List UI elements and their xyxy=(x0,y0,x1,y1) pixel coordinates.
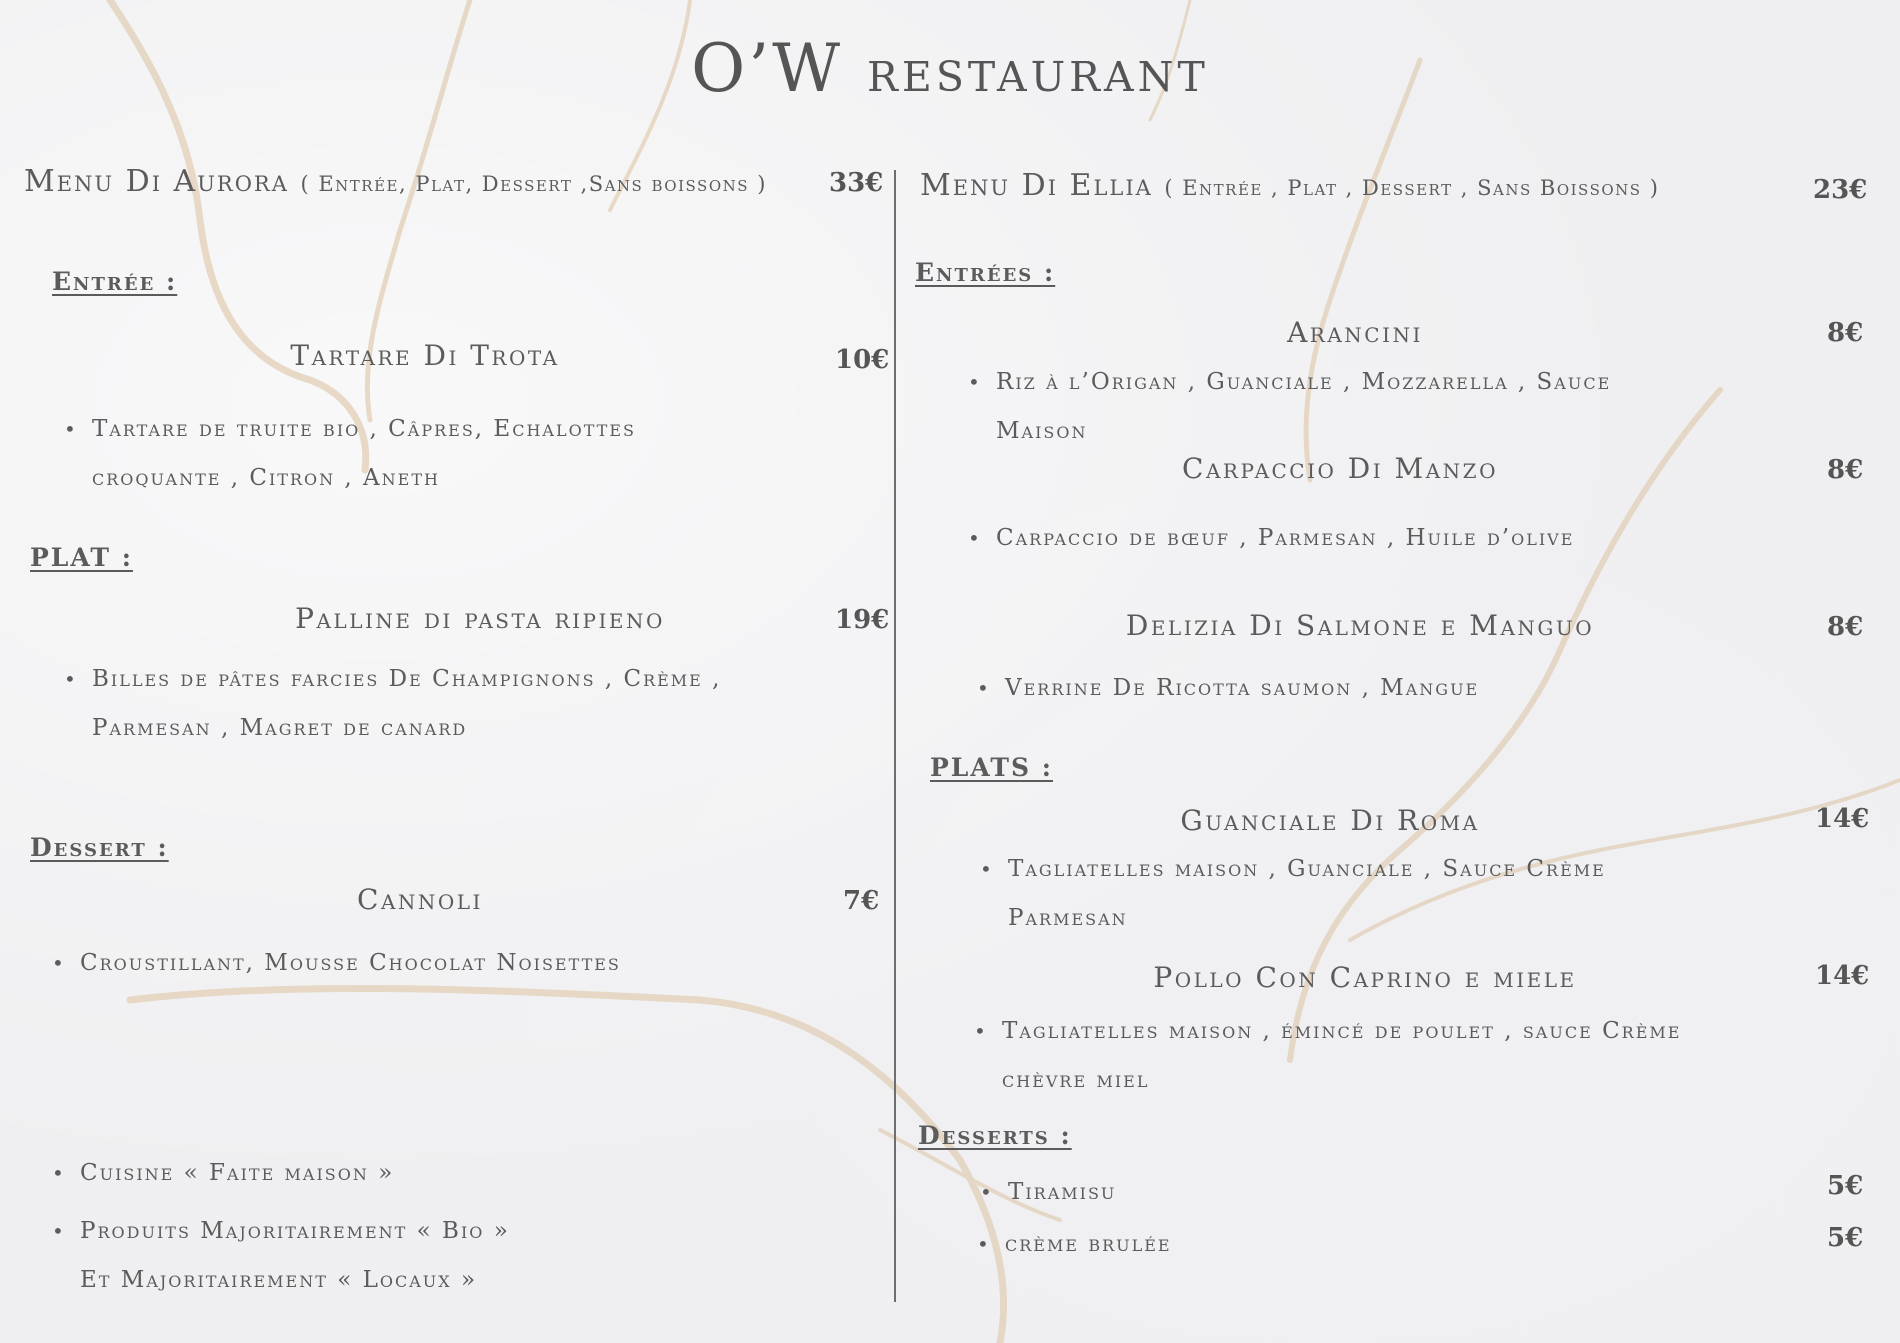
ellia-tiramisu-price: 5€ xyxy=(1827,1171,1864,1201)
ellia-arancini-name: Arancini xyxy=(1287,316,1423,349)
aurora-entree-desc-line1: Tartare de truite bio , Câpres, Echalottes xyxy=(92,416,636,442)
ellia-delizia-price: 8€ xyxy=(1827,612,1864,642)
ellia-delizia-desc-line1: Verrine De Ricotta saumon , Mangue xyxy=(1005,675,1480,701)
aurora-dessert-name: Cannoli xyxy=(357,883,483,916)
ellia-tiramisu-name: Tiramisu xyxy=(1008,1179,1117,1205)
ellia-guanciale-desc xyxy=(1008,845,1606,894)
aurora-entree-heading: Entrée : xyxy=(52,267,178,296)
ellia-creme-name: crème brulée xyxy=(1005,1231,1172,1257)
ellia-guanciale-price: 14€ xyxy=(1815,804,1870,834)
menu-ellia-heading xyxy=(920,168,1659,203)
aurora-plat-heading: PLAT : xyxy=(30,543,133,572)
ellia-arancini-desc xyxy=(996,358,1611,407)
aurora-plat-price: 19€ xyxy=(835,605,890,635)
restaurant-title xyxy=(0,30,1900,107)
ellia-creme-brulee xyxy=(1005,1220,1172,1269)
note-bio-text: Produits Majoritairement « Bio » xyxy=(80,1218,510,1244)
note-faite-maison-text: Cuisine « Faite maison » xyxy=(80,1160,395,1186)
menu-aurora-subtitle: ( Entrée, Plat, Dessert ,Sans boissons ) xyxy=(300,172,767,196)
aurora-entree-desc xyxy=(92,405,636,454)
ellia-pollo-desc xyxy=(1002,1007,1681,1056)
restaurant-name-rest: restaurant xyxy=(867,37,1209,105)
aurora-plat-name: Palline di pasta ripieno xyxy=(295,602,665,635)
aurora-entree-name: Tartare Di Trota xyxy=(290,339,560,372)
aurora-plat-desc-line1: Billes de pâtes farcies De Champignons , Crème , xyxy=(92,666,722,692)
menu-ellia-name: Menu Di Ellia xyxy=(920,168,1153,203)
ellia-arancini-desc-line2: Maison xyxy=(996,418,1088,444)
ellia-pollo-desc-line2: chèvre miel xyxy=(1002,1067,1150,1093)
note-faite-maison xyxy=(80,1149,394,1198)
menu-aurora-name: Menu Di Aurora xyxy=(24,164,289,199)
column-divider xyxy=(894,170,896,1302)
aurora-entree-price: 10€ xyxy=(835,345,890,375)
ellia-carpaccio-price: 8€ xyxy=(1827,455,1864,485)
menu-aurora-heading xyxy=(24,164,767,199)
ellia-pollo-price: 14€ xyxy=(1815,961,1870,991)
aurora-dessert-desc xyxy=(80,939,621,988)
ellia-pollo-desc-line1: Tagliatelles maison , émincé de poulet , sauce Crème xyxy=(1002,1018,1682,1044)
aurora-dessert-price: 7€ xyxy=(843,886,880,916)
ellia-guanciale-name: Guanciale Di Roma xyxy=(1180,804,1480,837)
ellia-carpaccio-desc-line1: Carpaccio de bœuf , Parmesan , Huile d’olive xyxy=(996,525,1575,551)
ellia-carpaccio-desc xyxy=(996,514,1574,563)
note-locaux-text: Et Majoritairement « Locaux » xyxy=(80,1267,478,1293)
menu-ellia-subtitle: ( Entrée , Plat , Dessert , Sans Boissons ) xyxy=(1164,176,1660,200)
ellia-desserts-heading: Desserts : xyxy=(918,1121,1072,1150)
ellia-entrees-heading: Entrées : xyxy=(915,258,1056,287)
menu-ellia-price: 23€ xyxy=(1813,175,1868,205)
ellia-carpaccio-name: Carpaccio Di Manzo xyxy=(1182,452,1498,485)
aurora-entree-desc-line2: croquante , Citron , Aneth xyxy=(92,465,440,491)
restaurant-name-initial: O’W xyxy=(691,30,844,107)
ellia-creme-price: 5€ xyxy=(1827,1223,1864,1253)
ellia-arancini-price: 8€ xyxy=(1827,318,1864,348)
ellia-pollo-name: Pollo Con Caprino e miele xyxy=(1153,961,1577,994)
note-bio-locaux xyxy=(80,1207,510,1256)
ellia-arancini-desc-line1: Riz à l’Origan , Guanciale , Mozzarella , Sauce xyxy=(996,369,1612,395)
ellia-guanciale-desc-line2: Parmesan xyxy=(1008,905,1128,931)
aurora-dessert-heading: Dessert : xyxy=(30,833,169,862)
aurora-plat-desc xyxy=(92,655,721,704)
ellia-delizia-desc xyxy=(1005,664,1479,713)
ellia-plats-heading: PLATS : xyxy=(930,753,1053,782)
aurora-dessert-desc-line1: Croustillant, Mousse Chocolat Noisettes xyxy=(80,950,621,976)
aurora-plat-desc-line2: Parmesan , Magret de canard xyxy=(92,715,468,741)
ellia-tiramisu xyxy=(1008,1168,1116,1217)
ellia-delizia-name: Delizia Di Salmone e Manguo xyxy=(1125,609,1595,642)
menu-aurora-price: 33€ xyxy=(829,168,884,198)
ellia-guanciale-desc-line1: Tagliatelles maison , Guanciale , Sauce Crème xyxy=(1008,856,1606,882)
